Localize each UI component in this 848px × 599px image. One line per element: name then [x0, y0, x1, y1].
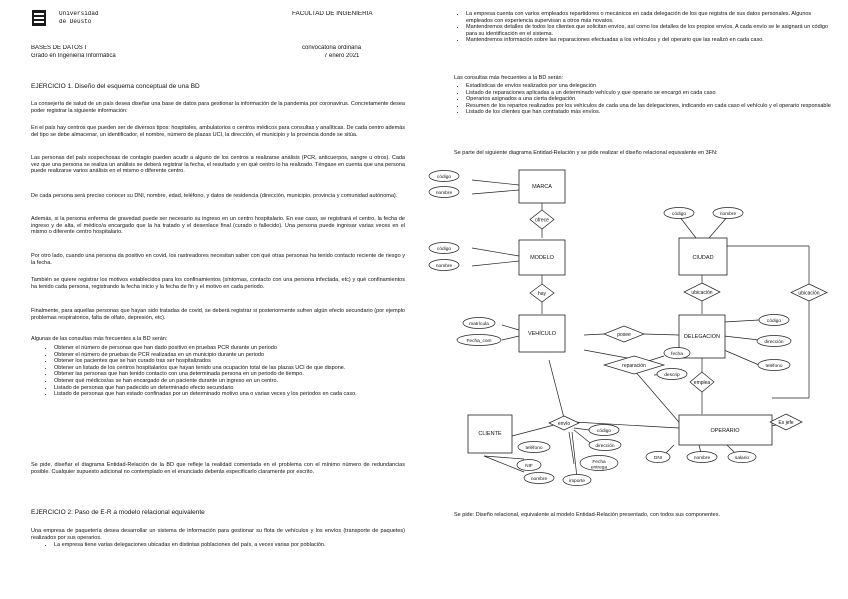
queries-intro: Algunas de las consultas más frecuentes a la BD serán: [31, 336, 168, 342]
exercise-2-bullets-cont [454, 11, 838, 44]
rel-ubicacion: ubicación [691, 290, 713, 296]
exercise-1-paragraph: La consejería de salud de un país desea diseñar una base de datos para gestionar la información de la pandemia por coronavirus. Concretamente desea poder registrar la siguiente información: [31, 101, 405, 114]
attr-operario-dni: DNI [653, 456, 663, 461]
query-item: • Obtener un listado de los centros hospitalarios que hayan tenido una ocupación total de las plazas UCI de que dispone. [54, 365, 412, 372]
attr-cliente-telefono: teléfono [525, 446, 543, 451]
queries-list-2 [454, 83, 838, 116]
exercise-2-bullet: • La empresa cuenta con varios empleados repartidores o mecánicos en cada delegación de los que registra de sus datos personales. Algunos empleados con experiencia supervisan a otros más novatos. [466, 11, 838, 24]
exercise-1-paragraph: Por otro lado, cuando una persona da positivo en covid, los rastreadores necesitan saber con qué otras personas ha tenido contacto reciente de riesgo y la fecha. [31, 253, 405, 266]
exam-session: convocatoria ordinaria [302, 45, 362, 51]
attr-envio-fecha-entrega: Fecha entrega [590, 460, 608, 471]
rel-ubicacion-2: ubicación [798, 290, 820, 297]
university-name: Universidad [59, 11, 99, 17]
attr-envio-direccion: dirección [595, 444, 615, 449]
attr-modelo-nombre: nombre [435, 264, 453, 269]
exercise-1-paragraph: De cada persona será preciso conocer su DNI, nombre, edad, teléfono, y datos de residencia (dirección, municipio, provincia y comunidad autónoma). [31, 193, 398, 199]
exercise-1-title: EJERCICIO 1. Diseño del esquema conceptual de una BD [31, 83, 200, 90]
exercise-2-bullet: • Mantendremos detalles de todos los clientes que solicitan envíos, así como los detalles de los propios envíos. A cada envío se le asignará un código para su identificación en el sistema. [466, 24, 838, 37]
attr-reparacion-fecha: fecha [671, 352, 683, 357]
rel-reparacion: reparación [622, 363, 646, 369]
er-diagram [424, 160, 848, 495]
university-name-line2: de Deusto [59, 19, 92, 25]
attr-operario-salario: salario [734, 456, 750, 461]
rel-posee: posee [617, 332, 631, 338]
attr-vehiculo-matricula: matrícula [469, 322, 489, 327]
query-item: • Listado de personas que han estado confinadas por un determinado motivo una o varias veces y los periodos en cada caso. [54, 391, 412, 398]
query-item: • Obtener el número de personas que han dado positivo en pruebas PCR durante un periodo [54, 345, 412, 352]
exercise-1-paragraph: Además, si la persona enferma de gravedad puede ser necesario su ingreso en un centro hospitalario. En ese caso, se registrará el centro, la fecha de ingreso y de alta, el médico/a encargado que la ha tratado y el desenlace final (curado o fallecido). Una persona puede ingresar varias veces en el mismo o diferente centro hospitalario. [31, 216, 405, 236]
entity-ciudad: CIUDAD [692, 255, 714, 261]
query-item: • Listado de reparaciones aplicadas a un determinado vehículo y que operario se encargó en cada caso [466, 90, 838, 97]
queries-intro-2: Las consultas más frecuentes a la BD serán: [454, 75, 564, 81]
attr-ciudad-nombre: nombre [719, 212, 737, 217]
faculty-name: FACULTAD DE INGENIERÍA [292, 11, 373, 17]
query-item: • Obtener los pacientes que se han curado tras ser hospitalizados [54, 358, 412, 365]
exam-date: 7 enero 2021 [324, 53, 360, 59]
exercise-2-title: EJERCICIO 2: Paso de E-R a modelo relacional equivalente [31, 509, 205, 516]
rel-envio: envío [557, 421, 571, 427]
exercise-1-closing: Se pide, diseñar el diagrama Entidad-Relación de la BD que refleje la realidad comentada en el problema con el mínimo número de redundancias posible. Cualquier supuesto adicional no contemplado en el enunciado deberás especificarlo claramente por escrito. [31, 462, 405, 475]
attr-operario-nombre: nombre [693, 456, 711, 461]
degree-name: Grado en Ingeniería Informática [31, 53, 116, 59]
course-name: BASES DE DATOS I [31, 45, 87, 51]
query-item: • Obtener las personas que han tenido contacto con una determinada persona en un periodo de tiempo. [54, 371, 412, 378]
query-item: • Resumen de los repartos realizados por los vehículos de cada una de las delegaciones, indicando en cada caso el vehículo y el operario responsable [466, 103, 838, 110]
diagram-intro: Se parte del siguiente diagrama Entidad-Relación y se pide realizar el diseño relacional equivalente en 3FN: [454, 150, 718, 156]
attr-delegacion-codigo: código [766, 319, 782, 324]
attr-modelo-codigo: código [436, 247, 452, 252]
query-item: • Obtener qué médicos/as se han encargado de un paciente durante un ingreso en un centro. [54, 378, 412, 385]
exercise-1-paragraph: También se quiere registrar los motivos establecidos para los confinamientos (síntomas, contacto con una persona infectada, etc) y qué confinamientos ha tenido cada persona, registrando la fecha inicio y la fecha de fin y el motivo en cada periodo. [31, 277, 405, 290]
entity-delegacion: DELEGACION [683, 334, 721, 340]
rel-emplea: emplea [693, 380, 711, 386]
attr-delegacion-telefono: teléfono [765, 364, 783, 369]
exercise-2-bullets [42, 542, 412, 549]
query-item: • Operarios asignados a una cierta delegación [466, 96, 838, 103]
exercise-2-bullet: • La empresa tiene varias delegaciones ubicadas en distintas poblaciones del país, a veces varias por población. [54, 542, 412, 549]
exercise-2-bullet: • Mantendremos información sobre las reparaciones efectuadas a los vehículos y del operario que las realizó en cada caso. [466, 37, 838, 44]
exam-page-2 [424, 0, 848, 599]
attr-cliente-nif: NIF [525, 464, 533, 469]
attr-envio-importe: importe [569, 479, 585, 484]
entity-modelo: MODELO [530, 255, 554, 261]
attr-marca-nombre: nombre [435, 191, 453, 196]
attr-reparacion-descrip: descrip [664, 373, 680, 378]
exercise-2-closing: Se pide: Diseño relacional, equivalente al modelo Entidad-Relación presentado, con todos sus componentes. [454, 512, 721, 518]
entity-marca: MARCA [532, 184, 552, 190]
query-item: • Estadísticas de envíos realizados por una delegación [466, 83, 838, 90]
attr-marca-codigo: código [436, 175, 452, 180]
attr-envio-codigo: código [596, 429, 612, 434]
query-item: • Listado de personas que han padecido un determinado efecto secundario [54, 385, 412, 392]
entity-operario: OPERARIO [710, 428, 740, 434]
exercise-1-paragraph: Finalmente, para aquellas personas que hayan sido tratadas de covid, se deberá registrar si posteriormente sufren algún efecto secundario (por ejemplo problemas respiratorios, falta de olfato, depresión, etc). [31, 308, 405, 321]
entity-cliente: CLIENTE [478, 431, 502, 437]
rel-hay: hay [537, 291, 547, 297]
entity-vehiculo: VEHÍCULO [527, 331, 557, 337]
attr-cliente-nombre: nombre [530, 477, 548, 482]
rel-es-jefe: Es jefe [778, 420, 794, 426]
exercise-2-intro: Una empresa de paquetería desea desarrollar un sistema de información para gestionar su flota de vehículos y los envíos (transporte de paquetes) realizados por sus operarios. [31, 528, 405, 541]
query-item: • Listado de los clientes que han contratado más envíos. [466, 109, 838, 116]
queries-list [42, 345, 412, 398]
query-item: • Obtener el número de pruebas de PCR realizadas en un municipio durante un periodo [54, 352, 412, 359]
attr-delegacion-direccion: dirección [764, 340, 784, 345]
university-logo [31, 9, 47, 27]
attr-vehiculo-fecha-com: Fecha_com [466, 339, 492, 344]
exercise-1-paragraph: En el país hay centros que pueden ser de diversos tipos: hospitales, ambulatorios o centros médicos para consultas y analíticas. De cada centro además del tipo se debe almacenar, un identificador, el nombre, número de plazas UCI, la dirección, el municipio y la provincia donde se sitúa. [31, 125, 405, 138]
attr-ciudad-codigo: código [671, 212, 687, 217]
exercise-1-paragraph: Las personas del país sospechosas de contagio pueden acudir a alguno de los centros a realizarse análisis (PCR, anticuerpos, sangre u otros). Cada vez que una persona se realiza un análisis se deberá registrar la fecha, el resultado y en qué centro lo ha realizado. Téngase en cuenta que una persona puede realizarse varios análisis en el mismo o diferente centro. [31, 155, 405, 175]
rel-ofrece: ofrece [535, 217, 549, 224]
